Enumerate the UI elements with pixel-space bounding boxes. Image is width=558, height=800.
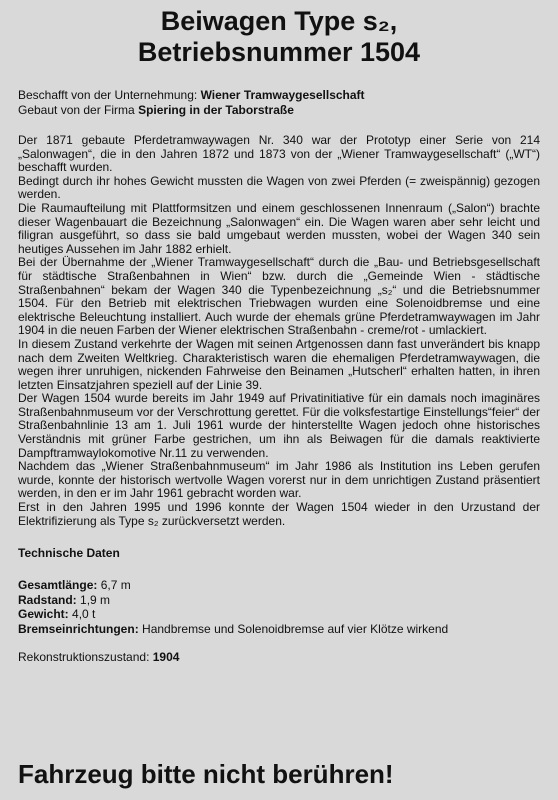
tech-heading: Technische Daten [18, 546, 120, 561]
spec-row [18, 578, 540, 593]
page-title [18, 0, 540, 68]
built-label: Gebaut von der Firma [18, 103, 135, 117]
paragraph: Der Wagen 1504 wurde bereits im Jahr 1949 auf Privatinitiative für ein damals noch imaginäres Straßenbahnmuseum vor der Verschrottung gerettet. Für die volksfestartige Einstellungs“feier“ der Straßenbahnlinie 13 am 1. Juli 1961 wurde der hinterstellte Wagen jedoch ohne historisches Verständnis mit grüner Farbe gestrichen, um ihn als Beiwagen für die damals reaktivierte Dampftramwaylokomotive Nr.11 zu verwenden. [18, 391, 540, 460]
title-line-2: Betriebsnummer 1504 [137, 37, 421, 67]
tech-specs [18, 578, 540, 636]
procured-line [18, 88, 540, 103]
spec-row [18, 607, 540, 622]
spec-value: 6,7 m [100, 578, 131, 593]
provenance-block [18, 88, 540, 118]
spec-value: 4,0 t [72, 607, 96, 622]
built-line [18, 103, 540, 118]
spec-value: Handbremse und Solenoidbremse auf vier Klötze wirkend [142, 621, 449, 636]
reconstruction-value: 1904 [152, 650, 180, 665]
paragraph: In diesem Zustand verkehrte der Wagen mit seinen Artgenossen dann fast unverändert bis knapp nach dem Zweiten Weltkrieg. Charakteristisch waren die ehemaligen Pferdetramwaywagen, die wegen ihrer unruhigen, nickenden Fahrweise den Beinamen „Hutscherl“ erhalten hatten, in ihren letzten Einsatzjahren speziell auf der Linie 39. [18, 336, 540, 392]
paragraph: Bei der Übernahme der „Wiener Tramwaygesellschaft“ durch die „Bau- und Betriebsgesellschaft für städtische Straßenbahnen in Wien“ bzw. durch die „Gemeinde Wien - städtische Straßenbahnen“ bekam der Wagen 340 die Typenbezeichnung „s₂“ und die Betriebsnummer 1504. Für den Betrieb mit elektrischen Triebwagen wurden eine Solenoidbremse und eine elektrische Beleuchtung installiert. Auch wurde der ehemals grüne Pferdetramwaywagen im Jahr 1904 in die neuen Farben der Wiener elektrischen Straßenbahn - creme/rot - umlackiert. [18, 255, 540, 338]
spec-label: Gewicht: [18, 607, 69, 622]
reconstruction-line [18, 650, 540, 664]
paragraph: Die Raumaufteilung mit Plattformsitzen und einem geschlossenen Innenraum („Salon“) brachte dieser Wagenbauart die Bezeichnung „Salonwagen“ ein. Die Wagen waren aber sehr leicht und filigran ausgeführt, so dass sie bald umgebaut werden mussten, wobei der Wagen 340 sein heutiges Aussehen im Jahr 1882 erhielt. [18, 200, 540, 256]
spec-label: Gesamtlänge: [18, 578, 98, 593]
do-not-touch-warning: Fahrzeug bitte nicht berühren! [18, 759, 394, 789]
paragraph: Nachdem das „Wiener Straßenbahnmuseum“ im Jahr 1986 als Institution ins Leben gerufen wurde, konnte der historisch wertvolle Wagen vorerst nur in dem unrichtigen Zustand präsentiert werden, in den er im Jahr 1961 gebracht worden war. [18, 459, 540, 501]
paragraph: Der 1871 gebaute Pferdetramwaywagen Nr. 340 war der Prototyp einer Serie von 214 „Salonwagen“, die in den Jahren 1872 und 1873 von der „Wiener Tramwaygesellschaft“ („WT“) beschafft wurden. [18, 133, 540, 175]
paragraph: Erst in den Jahren 1995 und 1996 konnte der Wagen 1504 wieder in den Urzustand der Elektrifizierung als Type s₂ zurückversetzt werden. [18, 500, 540, 528]
spec-label: Radstand: [18, 592, 77, 607]
history-text [18, 134, 540, 528]
reconstruction-label: Rekonstruktionszustand: [18, 650, 150, 665]
spec-value: 1,9 m [80, 592, 111, 607]
built-value: Spiering in der Taborstraße [138, 103, 294, 117]
title-line-1: Beiwagen Type s₂, [160, 6, 398, 36]
procured-value: Wiener Tramwaygesellschaft [200, 88, 365, 102]
procured-label: Beschafft von der Unternehmung: [18, 88, 198, 102]
spec-row [18, 593, 540, 608]
spec-label: Bremseinrichtungen: [18, 621, 139, 636]
paragraph: Bedingt durch ihr hohes Gewicht mussten die Wagen von zwei Pferden (= zweispännig) gezogen werden. [18, 173, 540, 202]
spec-row [18, 622, 540, 637]
